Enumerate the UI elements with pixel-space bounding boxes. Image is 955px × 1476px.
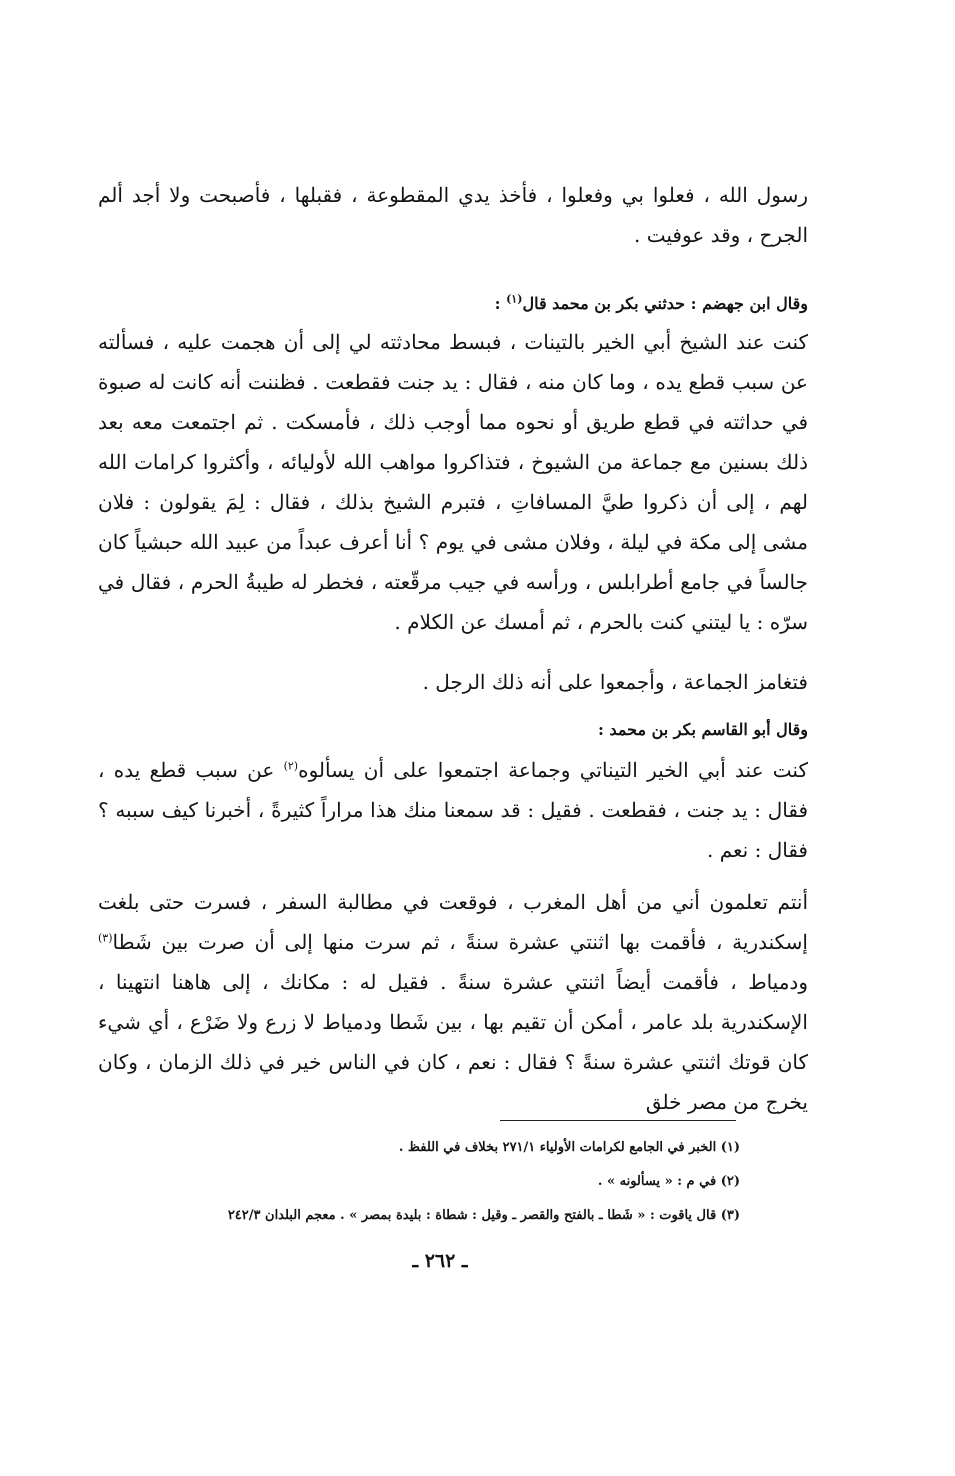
paragraph-2: كنت عند الشيخ أبي الخير بالتينات ، فبسط محادثته لي إلى أن هجمت عليه ، فسألته عن سبب قطع يده ، وما كان منه ، فقال : يد جنت فقطعت . فظننت أنه كانت له صبوة في حداثته في قطع طريق أو نحوه مما أوجب ذلك ، فأمسكت . ثم اجتمعت معه بعد ذلك بسنين مع جماعة من الشيوخ ، فتذاكروا مواهب الله لأوليائه ، وأكثروا كرامات الله لهم ، إلى أن ذكروا طيَّ المسافاتِ ، فتبرم الشيخ بذلك ، فقال : لِمَ يقولون : فلان مشى إلى مكة في ليلة ، وفلان مشى في يوم ؟ أنا أعرف عبداً من عبيد الله حبشياً كان جالساً في جامع أطرابلس ، ورأسه في جيب مرقّعته ، فخطر له طيبةُ الحرم ، فقال في سرّه : يا ليتني كنت بالحرم ، ثم أمسك عن الكلام . [98, 330, 808, 634]
paragraph-1: رسول الله ، فعلوا بي وفعلوا ، فأخذ يدي المقطوعة ، فقبلها ، فأصبحت ولا أجد ألم الجرح ، وقد عوفيت . [98, 183, 808, 247]
page-number: ـ ٢٦٢ ـ [412, 1250, 468, 1272]
paragraph-3: فتغامز الجماعة ، وأجمعوا على أنه ذلك الرجل . [422, 670, 808, 694]
footnote-ref-2: (٢) [283, 759, 299, 773]
footnote-separator [500, 1120, 736, 1121]
footnote-ref-3: (٣) [98, 931, 113, 945]
paragraph-5-after: ودمياط ، فأقمت أيضاً اثنتي عشرة سنةً . فقيل له : مكانك ، إلى هاهنا انتهينا ، الإسكندرية بلد عامر ، أمكن أن تقيم بها ، بين شَطا ودمياط لا زرع ولا ضَرْع ، أي شيء كان قوتك اثنتي عشرة سنةً ؟ فقال : نعم ، كان في الناس خير في ذلك الزمان ، وكان يخرج من مصر خلق [98, 970, 808, 1114]
body-text-block [98, 175, 808, 255]
paragraph-5-before: أنتم تعلمون أني من أهل المغرب ، فوقعت في مطالبة السفر ، فسرت حتى بلغت إسكندرية ، فأقمت بها اثنتي عشرة سنةً ، ثم سرت منها إلى أن صرت بين شَطا [98, 890, 808, 954]
body-text-block [98, 322, 808, 642]
narration-heading-2 [98, 716, 808, 744]
body-text-block [98, 882, 808, 1122]
body-text-block [98, 662, 808, 702]
footnote-1: (١) الخبر في الجامع لكرامات الأولياء ٢٧١/١ بخلاف في اللفظ . [398, 1140, 740, 1155]
body-text-block [98, 750, 808, 870]
footnote-2: (٢) في م : « يسألونه » . [597, 1174, 740, 1189]
heading-1-tail: : [494, 294, 507, 313]
heading-1-text: وقال ابن جهضم : حدثني بكر بن محمد قال [522, 294, 808, 313]
paragraph-4-after: عن سبب قطع يده ، فقال : يد جنت ، فقطعت . فقيل : قد سمعنا منك هذا مراراً كثيرةً ، أخبرنا كيف سببه ؟ فقال : نعم . [98, 758, 808, 862]
paragraph-4-before: كنت عند أبي الخير التيناتي وجماعة اجتمعوا على أن يسألوه [298, 758, 808, 782]
footnote-ref-1: (١) [506, 292, 523, 306]
footnote-3: (٣) قال ياقوت : « شَطا ـ بالفتح والقصر ـ وقيل : شطاة : بليدة بمصر » . معجم البلدان ٢٤٢/٣ [227, 1208, 740, 1223]
heading-2-text: وقال أبو القاسم بكر بن محمد : [597, 720, 808, 739]
narration-heading-1 [98, 290, 808, 318]
